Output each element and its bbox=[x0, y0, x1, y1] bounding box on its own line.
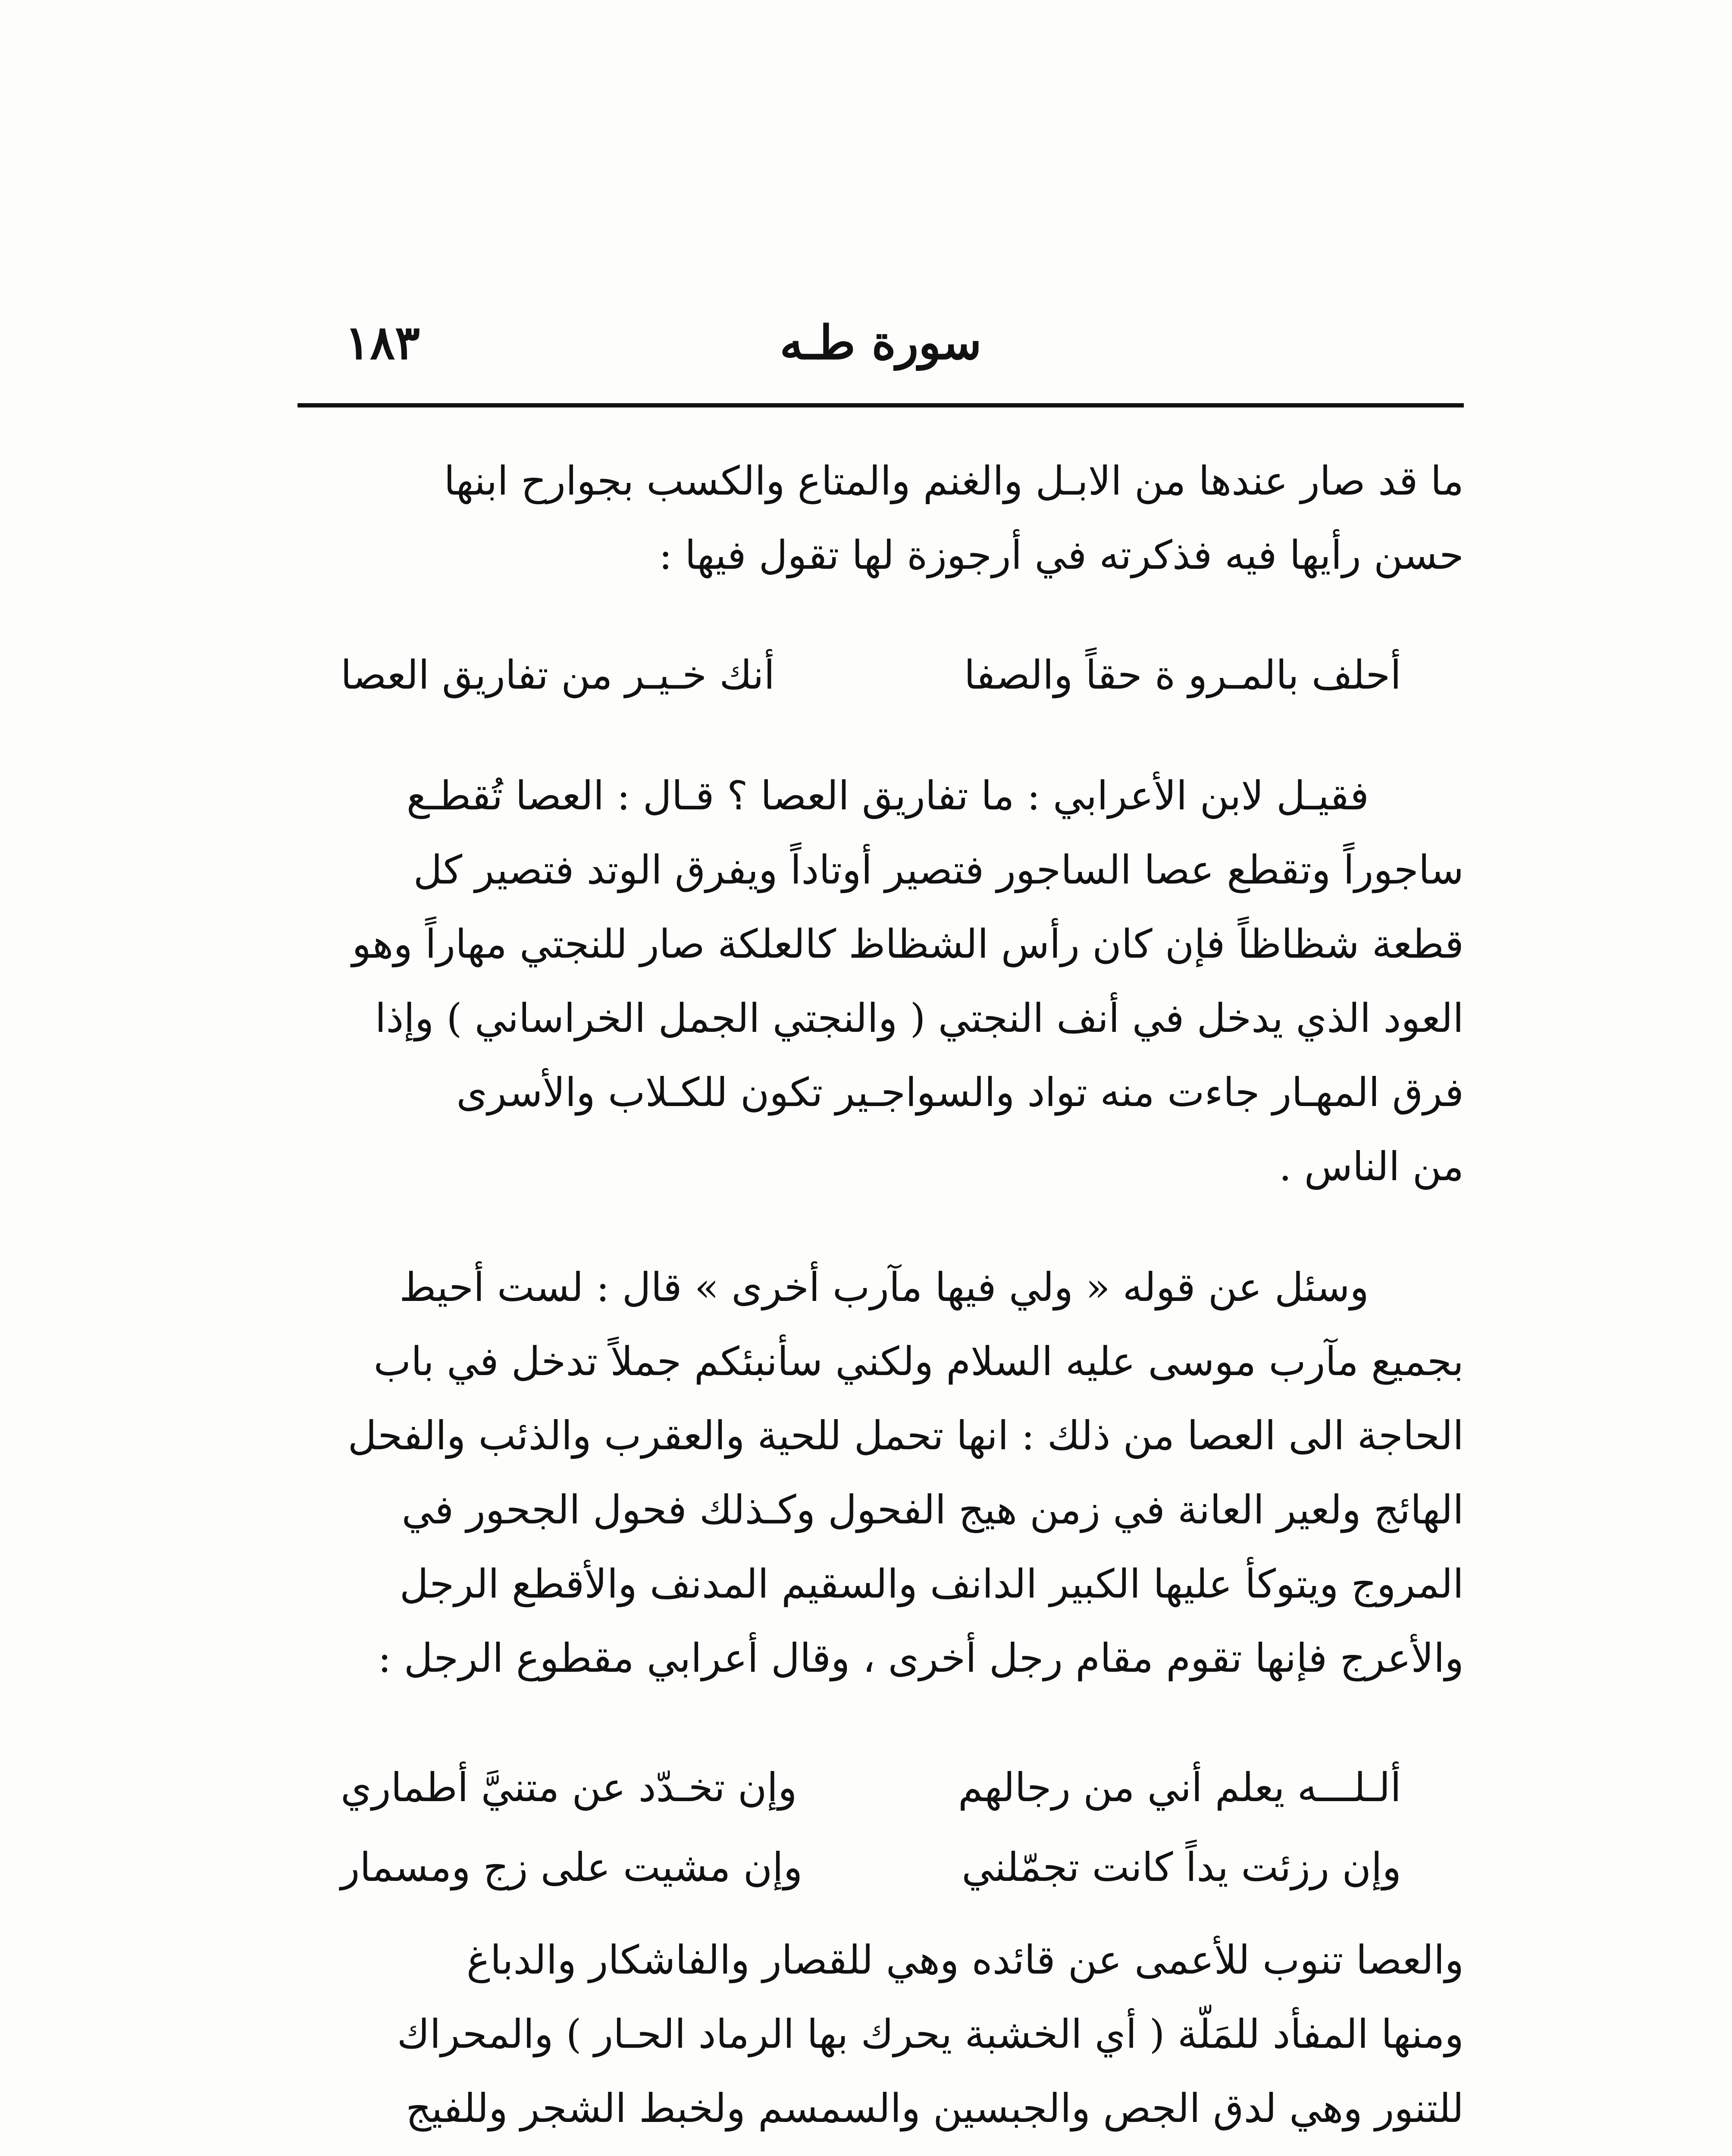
page-header bbox=[298, 302, 1464, 384]
text-line: وسئل عن قوله « ولي فيها مآرب أخرى » قال : لست أحيط bbox=[399, 1264, 1369, 1310]
text-line: للتنور وهي لدق الجص والجبسين والسمسم ولخبط الشجر وللفيج bbox=[406, 2085, 1464, 2131]
verse-first-hemistich: وإن رزئت يداً كانت تجمّلني bbox=[962, 1844, 1401, 1890]
verse-second-hemistich: وإن مشيت على زج ومسمار bbox=[341, 1844, 803, 1890]
text-line: ومنها المفأد للمَلّة ( أي الخشبة يحرك بها الرماد الحـار ) والمحراك bbox=[397, 2011, 1464, 2057]
verse-3 bbox=[341, 1830, 1401, 1905]
verse-2 bbox=[341, 1751, 1401, 1825]
text-line: ما قد صار عندها من الابـل والغنم والمتاع والكسب بجوارح ابنها bbox=[444, 458, 1464, 504]
paragraph-1 bbox=[298, 444, 1464, 592]
text-line: ساجوراً وتقطع عصا الساجور فتصير أوتاداً ويفرق الوتد فتصير كل bbox=[413, 847, 1464, 893]
paragraph-4 bbox=[298, 1923, 1464, 2156]
text-line: المروج ويتوكأ عليها الكبير الدانف والسقيم المدنف والأقطع الرجل bbox=[399, 1561, 1464, 1607]
text-line: فرق المهـار جاءت منه تواد والسواجـير تكون للكـلاب والأسرى bbox=[456, 1069, 1464, 1116]
text-line: بجميع مآرب موسى عليه السلام ولكني سأنبئكم جملاً تدخل في باب bbox=[373, 1338, 1464, 1385]
verse-second-hemistich: وإن تخـدّد عن متنيَّ أطماري bbox=[341, 1764, 797, 1811]
text-line: حسن رأيها فيه فذكرته في أرجوزة لها تقول فيها : bbox=[659, 532, 1464, 578]
text-line: قطعة شظاظاً فإن كان رأس الشظاظ كالعلكة صار للنجتي مهاراً وهو bbox=[352, 921, 1464, 967]
text-line: العود الذي يدخل في أنف النجتي ( والنجتي الجمل الخراساني ) وإذا bbox=[375, 995, 1464, 1041]
paragraph-3 bbox=[298, 1250, 1464, 1695]
verse-second-hemistich: أنك خـيـر من تفاريق العصا bbox=[341, 652, 775, 698]
page-number: ١٨٣ bbox=[345, 316, 420, 370]
surah-title: سورة طـه bbox=[780, 316, 982, 370]
verse-1 bbox=[341, 638, 1401, 712]
text-line bbox=[298, 2146, 1464, 2156]
text-line: فقيـل لابن الأعرابي : ما تفاريق العصا ؟ قـال : العصا تُقطـع bbox=[406, 773, 1369, 819]
verse-first-hemistich: ألـلـــه يعلم أني من رجالهم bbox=[958, 1764, 1401, 1811]
header-rule bbox=[298, 403, 1464, 407]
text-line: من الناس . bbox=[1279, 1144, 1464, 1190]
paragraph-2 bbox=[298, 759, 1464, 1204]
text-line: الهائج ولعير العانة في زمن هيج الفحول وكـذلك فحول الجحور في bbox=[401, 1487, 1464, 1533]
text-line: والعصا تنوب للأعمى عن قائده وهي للقصار والفاشكار والدباغ bbox=[466, 1937, 1464, 1983]
text-line: والأعرج فإنها تقوم مقام رجل أخرى ، وقال أعرابي مقطوع الرجل : bbox=[378, 1635, 1464, 1681]
text-line: الحاجة الى العصا من ذلك : انها تحمل للحية والعقرب والذئب والفحل bbox=[348, 1413, 1464, 1459]
verse-first-hemistich: أحلف بالمـرو ة حقاً والصفا bbox=[964, 652, 1401, 698]
